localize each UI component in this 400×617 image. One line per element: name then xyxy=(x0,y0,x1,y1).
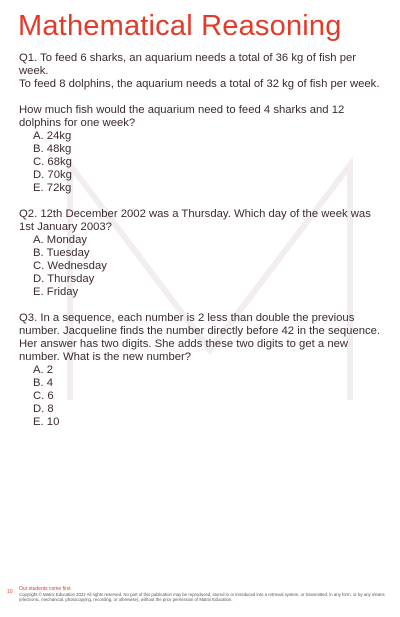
question-2 xyxy=(19,208,384,299)
answer-option: D. 70kg xyxy=(33,169,72,181)
page-title: Mathematical Reasoning xyxy=(18,10,342,42)
question-1-stem: How much fish would the aquarium need to feed 4 sharks and 12 dolphins for one week? xyxy=(19,104,345,129)
page-number: 10 xyxy=(7,589,13,595)
answer-option: B. 48kg xyxy=(33,143,72,155)
answer-option: A. 2 xyxy=(33,364,54,376)
answer-option: B. Tuesday xyxy=(33,247,90,259)
answer-option: A. 24kg xyxy=(33,130,72,142)
answer-option: C. 68kg xyxy=(33,156,72,168)
page-footer xyxy=(7,586,389,603)
answer-option: C. 6 xyxy=(33,390,54,402)
question-2-text: Q2. 12th December 2002 was a Thursday. Which day of the week was 1st January 2003? xyxy=(19,208,371,233)
question-1 xyxy=(19,52,384,195)
question-2-options xyxy=(19,234,384,299)
answer-option: D. 8 xyxy=(33,403,54,415)
footer-tagline: Our students come first xyxy=(19,586,71,592)
copyright-notice: Copyright © Matrix Education 2022 All rights reserved. No part of this publication may be reproduced, stored in or introduced into a retrieval system, or transmitted, in any form, or by any means (electronic, mechanical, photocopying, recording, or otherwise), without the prior permission of Matrix Education. xyxy=(19,592,385,603)
question-1-options xyxy=(19,130,384,195)
question-list xyxy=(19,52,384,429)
answer-option: E. Friday xyxy=(33,286,79,298)
answer-option: E. 10 xyxy=(33,416,60,428)
question-1-text: Q1. To feed 6 sharks, an aquarium needs a total of 36 kg of fish per week. xyxy=(19,52,357,77)
answer-option: E. 72kg xyxy=(33,182,72,194)
question-1-text: To feed 8 dolphins, the aquarium needs a total of 32 kg of fish per week. xyxy=(19,78,380,90)
answer-option: A. Monday xyxy=(33,234,88,246)
question-3-text: Q3. In a sequence, each number is 2 less than double the previous number. Jacqueline finds the number directly before 42 in the sequence. Her answer has two digits. She adds these two digits to get a new number. What is the new number? xyxy=(19,312,381,363)
answer-option: B. 4 xyxy=(33,377,54,389)
question-3 xyxy=(19,312,384,429)
answer-option: C. Wednesday xyxy=(33,260,107,272)
answer-option: D. Thursday xyxy=(33,273,95,285)
question-3-options xyxy=(19,364,384,429)
